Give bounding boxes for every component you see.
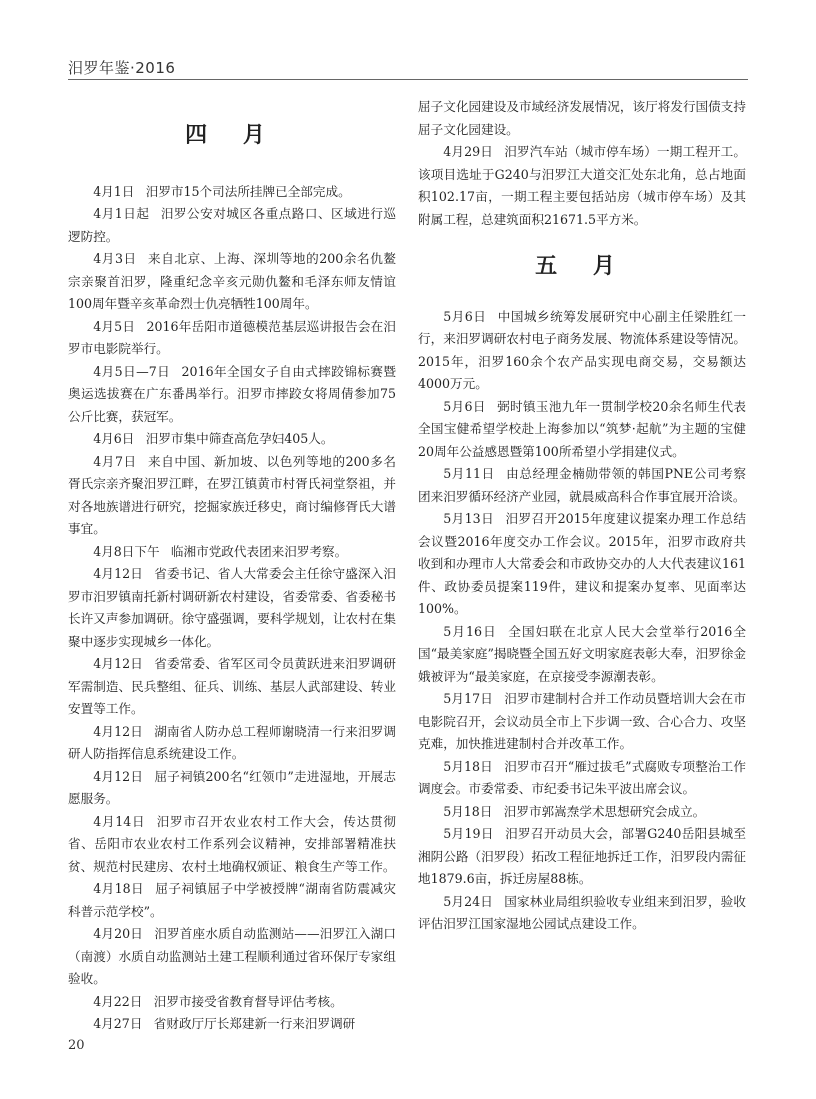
april-entry-list <box>68 181 396 1036</box>
entry-text: 湖南省人防办总工程师谢晓清一行来汨罗调研人防指挥信息系统建设工作。 <box>68 723 396 761</box>
entry-text: 全国妇联在北京人民大会堂举行2016全国“最美家庭”揭晓暨全国五好文明家庭表彰大奉，汨罗徐金娥被评为“最美家庭，在京接受李源潮表彰。 <box>418 623 746 684</box>
april-tail-entry-list <box>418 141 746 231</box>
chronicle-entry <box>68 361 396 429</box>
entry-date: 4月12日 <box>93 768 144 784</box>
entry-text: 来自北京、上海、深圳等地的200余名仇鳌宗亲聚首汨罗，隆重纪念辛亥元勋仇鳌和毛泽东师友情谊100周年暨辛亥革命烈士仇亮牺牲100周年。 <box>68 251 396 311</box>
entry-date: 4月22日 <box>93 993 143 1009</box>
entry-date: 4月12日 <box>93 656 143 671</box>
entry-text: 屈子祠镇屈子中学被授牌“湖南省防震减灾科普示范学校”。 <box>68 881 396 919</box>
entry-text: 汨罗市召开农业农村工作大会，传达贯彻省、岳阳市农业农村工作系列会议精神，安排部署精准扶贫、规范村民建房、农村土地确权颁证、粮食生产等工作。 <box>68 813 397 874</box>
chronicle-entry <box>68 766 396 811</box>
chronicle-entry <box>68 428 396 451</box>
continued-entry-text: 屈子文化园建设及市域经济发展情况，该厅将发行国债支持屈子文化园建设。 <box>418 99 746 137</box>
chronicle-entry <box>418 756 746 801</box>
chronicle-entry <box>68 653 396 721</box>
entry-date: 5月13日 <box>443 511 495 526</box>
entry-text: 汨罗市郭嵩焘学术思想研究会成立。 <box>503 803 706 819</box>
may-entry-list <box>418 306 746 936</box>
right-column <box>418 96 746 936</box>
month-heading-april: 四 月 <box>185 122 279 148</box>
chronicle-entry <box>68 563 396 653</box>
entry-text: 汨罗公安对城区各重点路口、区域进行巡逻防控。 <box>68 206 397 244</box>
chronicle-entry <box>68 878 396 923</box>
chronicle-entry <box>68 1013 396 1036</box>
chronicle-entry <box>68 811 396 879</box>
entry-text: 汨罗市15个司法所挂牌已全部完成。 <box>145 183 351 199</box>
entry-text: 弼时镇玉池九年一贯制学校20余名师生代表全国宝健希望学校赴上海参加以“筑梦·起航”为主题的宝健20周年公益感恩暨第100所希望小学捐建仪式。 <box>418 398 746 459</box>
entry-date: 4月18日 <box>93 881 145 896</box>
chronicle-entry <box>418 396 746 464</box>
chronicle-entry <box>68 923 396 991</box>
chronicle-entry <box>418 823 746 891</box>
entry-date: 5月17日 <box>443 691 493 706</box>
entry-text: 汨罗首座水质自动监测站——汨罗江入湖口（南渡）水质自动监测站土建工程顺利通过省环保厅专家组验收。 <box>68 926 396 986</box>
page-number: 20 <box>68 1038 85 1053</box>
chronicle-entry <box>418 621 746 689</box>
entry-date: 5月18日 <box>443 758 493 774</box>
entry-text: 汨罗汽车站（城市停车场）一期工程开工。该项目选址于G240与汨罗江大道交汇处东北角，总占地面积102.17亩，一期工程主要包括站房（城市停车场）及其附属工程，总建筑面积21671.5平方米。 <box>418 144 746 227</box>
chronicle-entry <box>418 801 746 824</box>
entry-text: 汨罗市接受省教育督导评估考核。 <box>153 993 343 1009</box>
entry-text: 汨罗市召开“雁过拔毛”式腐败专项整治工作调度会。市委常委、市纪委书记朱平波出席会议。 <box>418 758 746 796</box>
entry-date: 5月11日 <box>443 466 495 481</box>
chronicle-entry <box>68 316 396 361</box>
chronicle-entry <box>68 181 396 204</box>
chronicle-entry <box>418 463 746 508</box>
chronicle-entry <box>418 141 746 231</box>
entry-date: 4月8日下午 <box>93 543 160 559</box>
left-column <box>68 96 396 1036</box>
entry-text: 2016年岳阳市道德模范基层巡讲报告会在汨罗市电影院举行。 <box>68 318 396 356</box>
chronicle-entry <box>68 991 396 1014</box>
entry-date: 5月16日 <box>443 623 497 639</box>
chronicle-entry <box>68 721 396 766</box>
entry-date: 4月29日 <box>443 144 493 159</box>
chronicle-entry <box>418 508 746 621</box>
chronicle-entry <box>418 306 746 396</box>
entry-date: 4月1日 <box>93 183 135 199</box>
chronicle-entry <box>68 203 396 248</box>
chronicle-entry <box>418 891 746 936</box>
entry-date: 4月5日—7日 <box>93 363 171 379</box>
entry-date: 5月24日 <box>443 893 493 909</box>
chronicle-entry <box>68 541 396 564</box>
entry-text: 汨罗市集中筛查高危孕妇405人。 <box>145 431 334 446</box>
entry-text: 由总经理金楠勋带领的韩国PNE公司考察团来汨罗循环经济产业园，就晨威高科合作事宜展开洽谈。 <box>418 466 746 504</box>
entry-text: 2016年全国女子自由式摔跤锦标赛暨奥运选拔赛在广东番禺举行。汨罗市摔跤女将周倩参加75公斤比赛，获冠军。 <box>68 363 396 424</box>
entry-date: 4月5日 <box>93 318 136 334</box>
chronicle-entry <box>418 688 746 756</box>
entry-text: 省委常委、省军区司令员黄跃进来汨罗调研军需制造、民兵整组、征兵、训练、基层人武部建设、转业安置等工作。 <box>68 656 396 716</box>
entry-date: 4月7日 <box>93 453 137 469</box>
month-heading-may: 五 月 <box>535 253 629 279</box>
entry-date: 4月6日 <box>93 431 135 446</box>
entry-date: 5月6日 <box>443 398 486 414</box>
chronicle-entry <box>68 451 396 541</box>
entry-date: 5月6日 <box>443 308 487 324</box>
entry-text: 省财政厅厅长郑建新一行来汨罗调研 <box>153 1016 356 1031</box>
chronicle-entry <box>68 248 396 316</box>
entry-date: 4月12日 <box>93 566 143 581</box>
entry-text: 省委书记、省人大常委会主任徐守盛深入汨罗市汨罗镇南托新村调研新农村建设，省委常委、省委秘书长许又声参加调研。徐守盛强调，要科学规划，让农村在集聚中逐步实现城乡一体化。 <box>68 566 396 649</box>
entry-date: 4月20日 <box>93 926 143 941</box>
running-head: 汨罗年鉴·2016 <box>68 59 176 77</box>
entry-date: 4月12日 <box>93 723 143 739</box>
entry-date: 4月27日 <box>93 1016 143 1031</box>
entry-date: 5月18日 <box>443 803 493 819</box>
entry-text: 临湘市党政代表团来汨罗考察。 <box>170 543 348 559</box>
entry-text: 汨罗市建制村合并工作动员暨培训大会在市电影院召开，会议动员全市上下步调一致、合心合力、攻坚克难，加快推进建制村合并改革工作。 <box>418 691 746 751</box>
entry-date: 5月19日 <box>443 826 494 841</box>
entry-date: 4月1日起 <box>93 206 150 221</box>
header-rule <box>68 79 748 80</box>
entry-date: 4月3日 <box>93 251 137 266</box>
entry-text: 汨罗召开2015年度建议提案办理工作总结会议暨2016年度交办工作会议。2015年，汨罗市政府共收到和办理市人大常委会和市政协交办的人大代表建议161件、政协委员提案119件，建议和提案办复率、见面率达100%。 <box>418 511 746 616</box>
entry-text: 国家林业局组织验收专业组来到汨罗，验收评估汨罗江国家湿地公园试点建设工作。 <box>418 893 746 931</box>
entry-text: 汨罗召开动员大会，部署G240岳阳县城至湘阴公路（汨罗段）拓改工程征地拆迁工作，汨罗段内需征地1879.6亩，拆迁房屋88栋。 <box>418 826 746 886</box>
entry-text: 屈子祠镇200名“红领巾”走进湿地，开展志愿服务。 <box>68 768 396 806</box>
entry-text: 中国城乡统筹发展研究中心副主任梁胜红一行，来汨罗调研农村电子商务发展、物流体系建设等情况。2015年，汨罗160余个农产品实现电商交易，交易额达4000万元。 <box>418 308 747 391</box>
entry-text: 来自中国、新加坡、以色列等地的200多名胥氏宗亲齐聚汨罗江畔，在罗江镇黄市村胥氏祠堂祭祖，并对各地族谱进行研究，挖掘家族迁移史，商讨编修胥氏大谱事宜。 <box>68 453 396 536</box>
entry-date: 4月14日 <box>93 813 146 829</box>
